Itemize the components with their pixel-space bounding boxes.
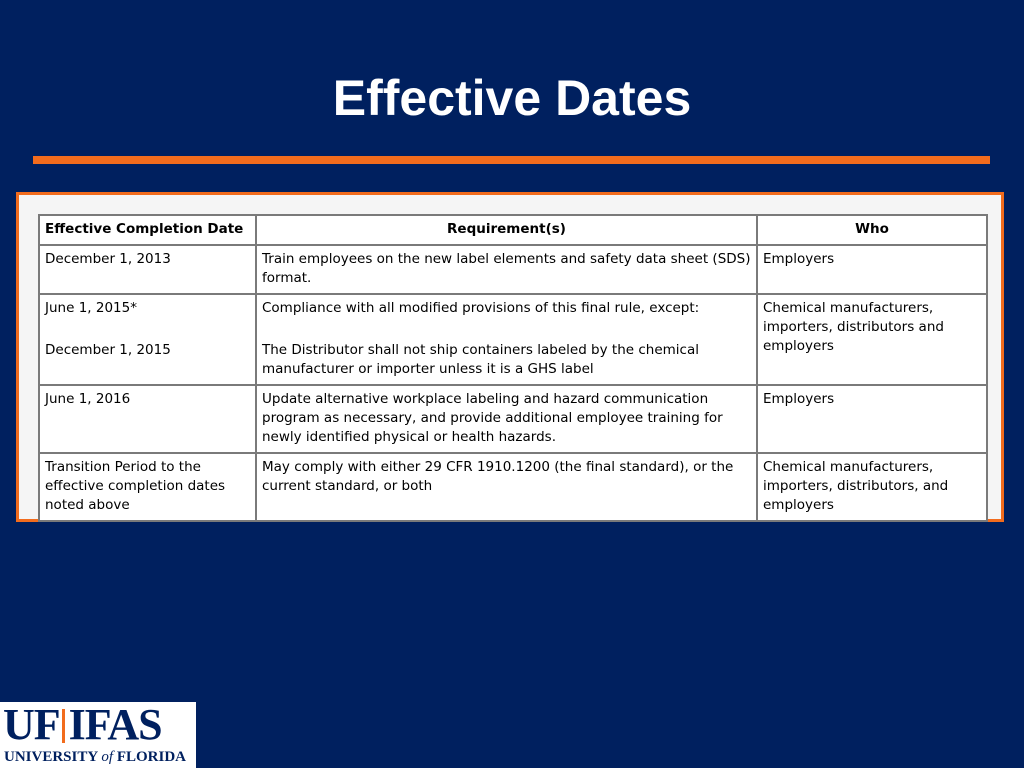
title-divider	[33, 156, 990, 164]
logo-florida: FLORIDA	[116, 749, 186, 765]
cell-requirement: Update alternative workplace labeling and hazard communication program as necessary, and provide additional employee training for newly identified physical or health hazards.	[256, 385, 757, 453]
cell-date: Transition Period to the effective completion dates noted above	[39, 453, 256, 521]
cell-date-secondary: December 1, 2015	[45, 342, 171, 358]
cell-requirement: Train employees on the new label elements and safety data sheet (SDS) format.	[256, 245, 757, 294]
table-row	[39, 245, 987, 294]
effective-dates-table	[38, 214, 988, 522]
logo-university-line	[4, 748, 194, 766]
cell-date: June 1, 2016	[39, 385, 256, 453]
cell-date: December 1, 2013	[39, 245, 256, 294]
table-row	[39, 385, 987, 453]
cell-who: Chemical manufacturers, importers, distributors, and employers	[757, 453, 987, 521]
cell-who: Employers	[757, 385, 987, 453]
logo-of: of	[101, 749, 114, 765]
header-requirements: Requirement(s)	[256, 215, 757, 245]
cell-who: Employers	[757, 245, 987, 294]
table-header-row	[39, 215, 987, 245]
header-who: Who	[757, 215, 987, 245]
cell-date-primary: June 1, 2015*	[45, 300, 137, 316]
cell-requirement	[256, 294, 757, 385]
uf-ifas-logo	[0, 702, 196, 768]
logo-uf: UF	[3, 700, 60, 749]
table-row	[39, 294, 987, 385]
slide-title: Effective Dates	[332, 70, 692, 126]
cell-date	[39, 294, 256, 385]
cell-requirement: May comply with either 29 CFR 1910.1200 (the final standard), or the current standard, or both	[256, 453, 757, 521]
cell-requirement-primary: Compliance with all modified provisions of this final rule, except:	[262, 300, 700, 316]
logo-divider	[62, 709, 65, 743]
table-frame	[16, 192, 1004, 522]
logo-ifas: IFAS	[68, 700, 162, 749]
cell-requirement-secondary: The Distributor shall not ship containers labeled by the chemical manufacturer or importer unless it is a GHS label	[262, 342, 699, 377]
header-effective-completion-date: Effective Completion Date	[39, 215, 256, 245]
cell-who: Chemical manufacturers, importers, distributors and employers	[757, 294, 987, 385]
logo-university: UNIVERSITY	[4, 749, 98, 765]
table-row	[39, 453, 987, 521]
logo-wordmark	[3, 700, 193, 749]
